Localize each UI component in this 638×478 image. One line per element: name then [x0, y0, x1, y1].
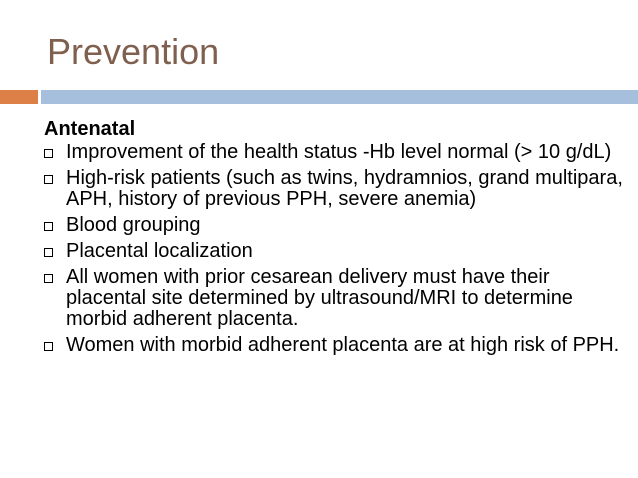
square-bullet-icon: [44, 248, 53, 257]
square-bullet-icon: [44, 175, 53, 184]
bullet-list: [44, 142, 624, 356]
slide-content: [44, 117, 624, 361]
bullet-text: All women with prior cesarean delivery must have their placental site determined by ultrasound/MRI to determine morbid adherent placenta.: [66, 266, 573, 330]
accent-bar-blue: [41, 90, 638, 104]
bullet-item: [44, 142, 624, 163]
bullet-text: Placental localization: [66, 240, 253, 262]
square-bullet-icon: [44, 342, 53, 351]
bullet-item: [44, 168, 624, 210]
square-bullet-icon: [44, 149, 53, 158]
bullet-item: [44, 215, 624, 236]
bullet-text: High-risk patients (such as twins, hydramnios, grand multipara, APH, history of previous PPH, severe anemia): [66, 167, 623, 210]
bullet-item: [44, 241, 624, 262]
bullet-text: Improvement of the health status -Hb level normal (> 10 g/dL): [66, 141, 612, 163]
bullet-item: [44, 267, 624, 330]
square-bullet-icon: [44, 222, 53, 231]
bullet-item: [44, 335, 624, 356]
square-bullet-icon: [44, 274, 53, 283]
bullet-text: Women with morbid adherent placenta are at high risk of PPH.: [66, 334, 620, 356]
bullet-text: Blood grouping: [66, 214, 201, 236]
slide-title: Prevention: [47, 31, 220, 72]
accent-bar-orange: [0, 90, 38, 104]
section-heading: Antenatal: [44, 118, 136, 140]
